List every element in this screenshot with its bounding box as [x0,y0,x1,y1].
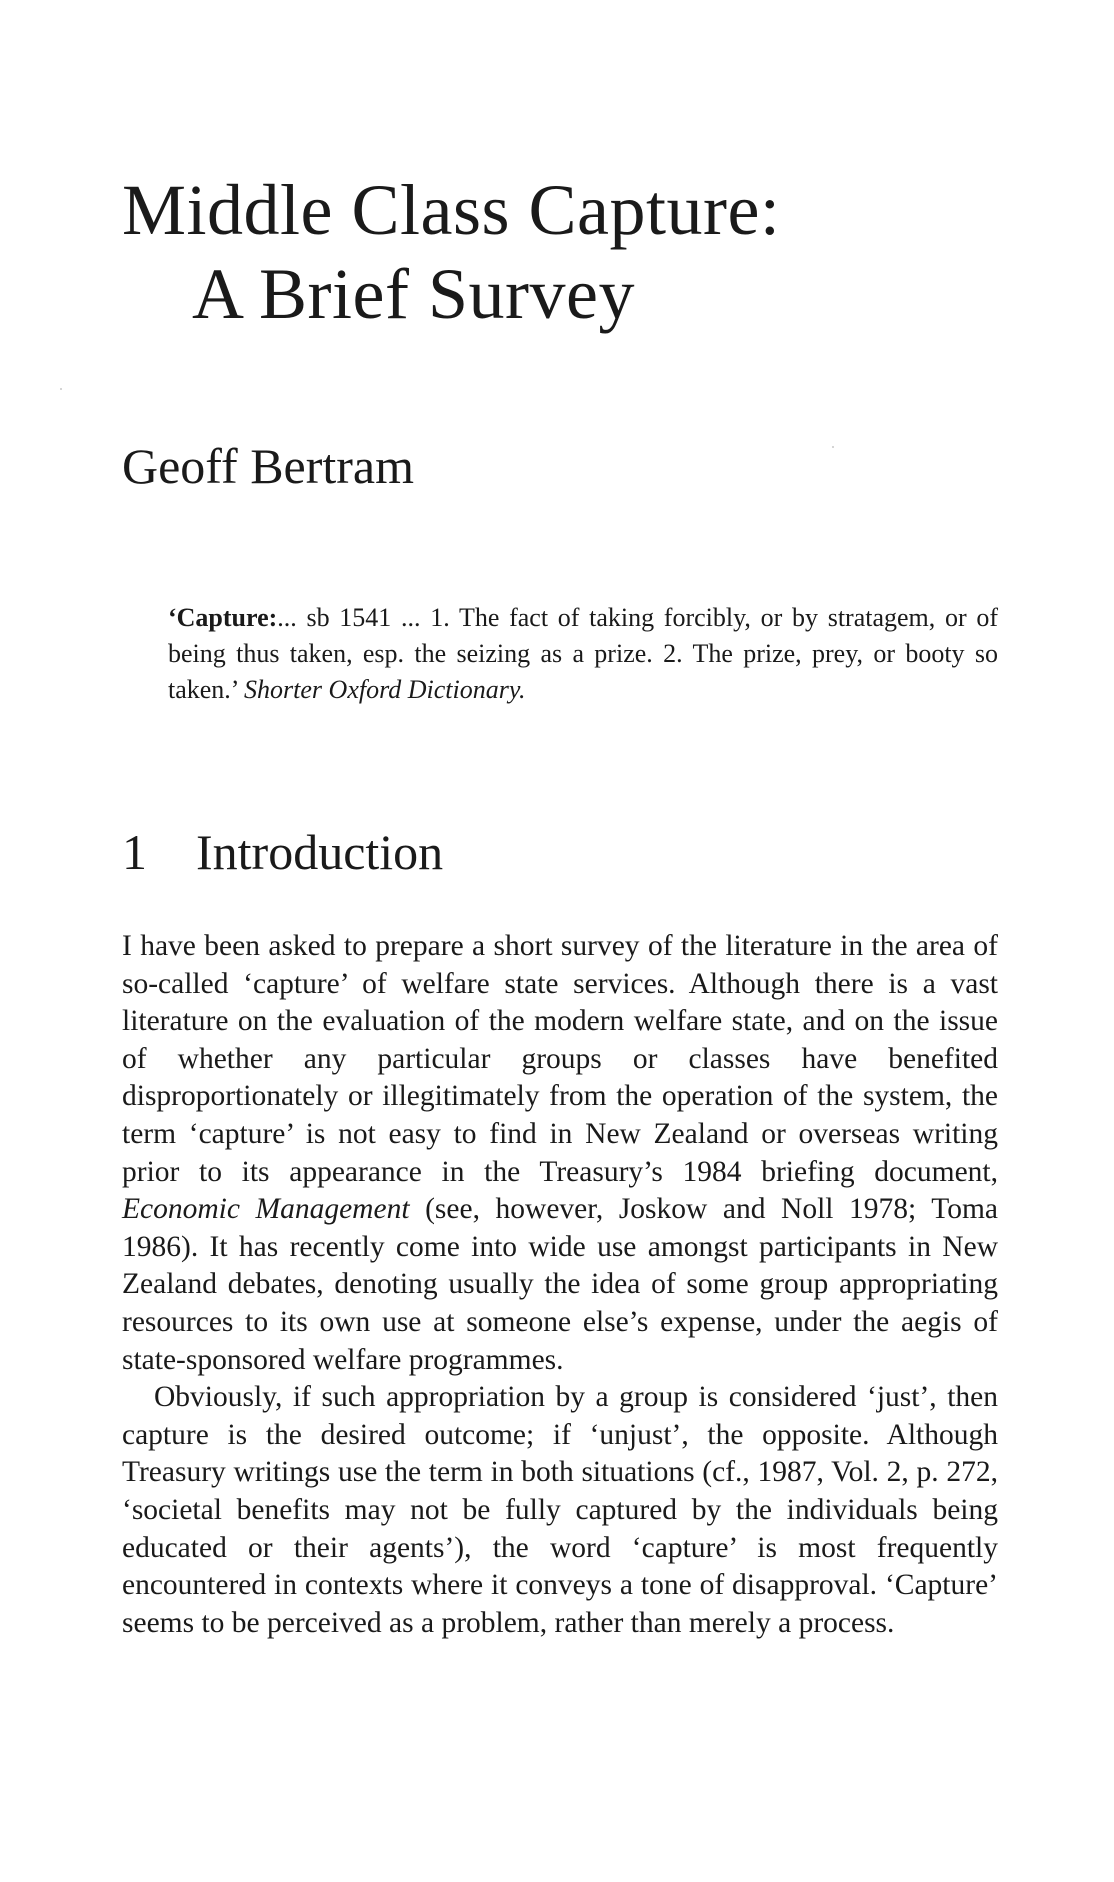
epigraph-definition: ... sb 1541 ... 1. The fact of taking forcibly, or by stratagem, or of being thus taken, esp. the seizing as a prize. 2. The prize, prey, or booty so taken.’ [168,603,998,704]
section-title: Introduction [196,824,444,880]
section-heading [122,822,443,882]
paragraph-1-part-2: (see, however, Joskow and Noll 1978; Toma 1986). It has recently come into wide use amongst participants in New Zealand debates, denoting usually the idea of some group appropriating resources to its own use at someone else’s expense, under the aegis of state-sponsored welfare programmes. [122,1193,999,1376]
paragraph-1-italic-title: Economic Management [122,1193,410,1226]
epigraph-term: ‘Capture: [168,603,278,632]
section-number: 1 [122,824,147,880]
title-line-2: A Brief Survey [192,254,635,334]
epigraph-source: Shorter Oxford Dictionary. [244,675,526,704]
paragraph-1-part-1: I have been asked to prepare a short survey of the literature in the area of so-called ‘capture’ of welfare state services. Although there is a vast literature on the evaluation of the modern welfare state, and on the issue of whether any particular groups or classes have benefited disproportionately or illegitimately from the operation of the system, the term ‘capture’ is not easy to find in New Zealand or overseas writing prior to its appearance in the Treasury’s 1984 briefing document, [122,930,998,1188]
page-title [122,168,780,336]
paragraph-2: Obviously, if such appropriation by a group is considered ‘just’, then capture is the desired outcome; if ‘unjust’, the opposite. Although Treasury writings use the term in both situations (cf., 1987, Vol. 2, p. 272, ‘societal benefits may not be fully captured by the individuals being educated or their agents’), the word ‘capture’ is most frequently encountered in contexts where it conveys a tone of disapproval. ‘Capture’ seems to be perceived as a problem, rather than merely a process. [122,1381,998,1639]
scan-speck [60,388,62,390]
author-name: Geoff Bertram [122,438,415,494]
scan-speck [832,446,834,448]
epigraph [168,600,998,708]
title-line-1: Middle Class Capture: [122,170,781,250]
body-text [122,928,998,1642]
paragraph-1 [122,928,998,1379]
